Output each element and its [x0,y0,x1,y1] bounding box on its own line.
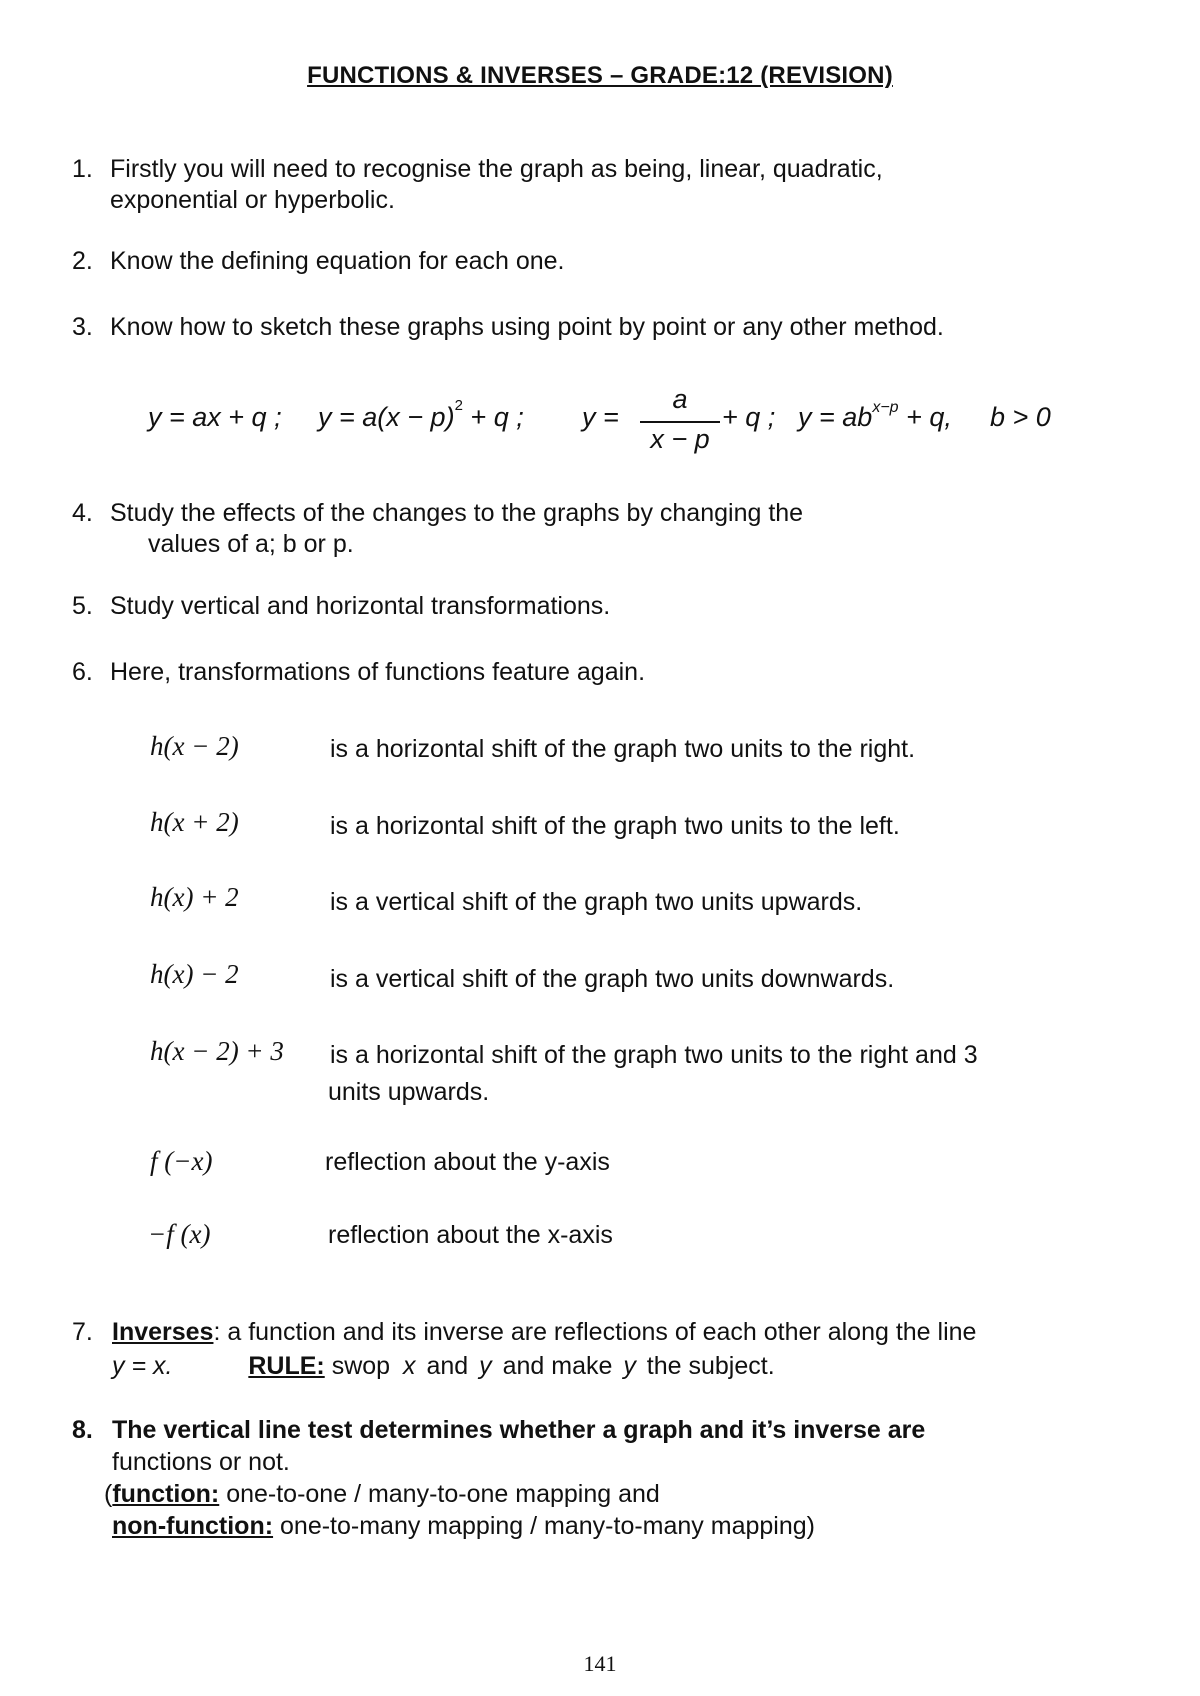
list-item-text: Firstly you will need to recognise the graph as being, linear, quadratic, [110,155,883,183]
transform-expression: −f (x) [148,1219,211,1249]
nonfunction-text: one-to-many mapping / many-to-many mapping) [273,1512,815,1540]
function-text: one-to-one / many-to-one mapping and [219,1480,660,1508]
line-equation: y = x. [112,1352,173,1380]
inverses-line [112,1316,976,1349]
transform-description: reflection about the y-axis [325,1148,610,1176]
transform-expression: f (−x) [150,1146,213,1176]
equation-quadratic [318,397,524,433]
transform-description: is a horizontal shift of the graph two units to the right and 3 [330,1041,978,1069]
nonfunction-label: non-function: [112,1512,274,1540]
equation-quadratic-exponent: 2 [454,397,463,414]
inverses-text: : a function and its inverse are reflections of each other along the line [213,1318,977,1346]
fraction-bar [640,421,720,423]
rule-text: and make [502,1352,613,1380]
rule-variable-x: x [403,1352,416,1380]
list-number: 8. [72,1416,93,1444]
equation-quadratic-tail: + q ; [470,402,524,432]
rule-label: RULE: [248,1352,325,1380]
transform-expression: h(x) + 2 [150,882,239,912]
list-item-text: exponential or hyperbolic. [110,186,395,214]
function-label: function: [112,1480,220,1508]
transform-expression: h(x − 2) [150,731,239,761]
list-number: 1. [72,155,93,183]
inverses-label: Inverses [112,1318,214,1346]
rule-text: swop [331,1352,391,1380]
equation-exponential-base: y = ab [798,402,873,432]
equation-hyperbola-tail: + q ; [722,402,776,432]
transform-description: is a horizontal shift of the graph two units to the right. [330,735,916,763]
list-item-text: Know the defining equation for each one. [110,247,565,275]
rule-variable-y: y [479,1352,492,1380]
transform-description: reflection about the x-axis [328,1221,613,1249]
rule-variable-y: y [623,1352,636,1380]
list-item-text: Know how to sketch these graphs using point by point or any other method. [110,313,944,341]
paren-open: ( [104,1480,113,1508]
list-number: 4. [72,499,93,527]
rule-line [112,1350,775,1383]
equation-exponential [798,399,952,433]
list-item-text: Here, transformations of functions feature again. [110,658,646,686]
transform-description: is a vertical shift of the graph two units upwards. [330,888,863,916]
list-number: 5. [72,592,93,620]
vertical-line-test-text: The vertical line test determines whether a graph and it’s inverse are [112,1416,926,1444]
vertical-line-test-text: functions or not. [112,1448,290,1476]
transform-description: units upwards. [328,1078,490,1106]
rule-text: the subject. [646,1352,775,1380]
equation-hyperbola-denominator: x − p [650,424,710,454]
list-number: 3. [72,313,93,341]
list-number: 6. [72,658,93,686]
transform-description: is a horizontal shift of the graph two units to the left. [330,812,900,840]
list-number: 7. [72,1318,93,1346]
transform-expression: h(x) − 2 [150,959,239,989]
rule-text: and [426,1352,469,1380]
transform-description: is a vertical shift of the graph two units downwards. [330,965,895,993]
equation-linear: y = ax + q ; [148,402,282,432]
function-definition [104,1478,660,1511]
equation-quadratic-base: y = a(x − p) [318,402,455,432]
list-number: 2. [72,247,93,275]
equation-exponential-tail: + q, [906,402,952,432]
list-item-text: Study the effects of the changes to the graphs by changing the [110,499,804,527]
equation-hyperbola-lhs: y = [582,402,619,432]
transform-expression: h(x − 2) + 3 [150,1036,284,1066]
list-item-text: Study vertical and horizontal transformations. [110,592,611,620]
equation-exponential-exponent: x−p [872,399,899,416]
nonfunction-definition [112,1510,815,1543]
equation-hyperbola-numerator: a [672,384,688,414]
equation-condition: b > 0 [990,402,1051,432]
list-item-text: values of a; b or p. [148,530,354,558]
transform-expression: h(x + 2) [150,807,239,837]
page-title: FUNCTIONS & INVERSES – GRADE:12 (REVISION) [307,62,893,89]
page-number: 141 [583,1651,617,1676]
